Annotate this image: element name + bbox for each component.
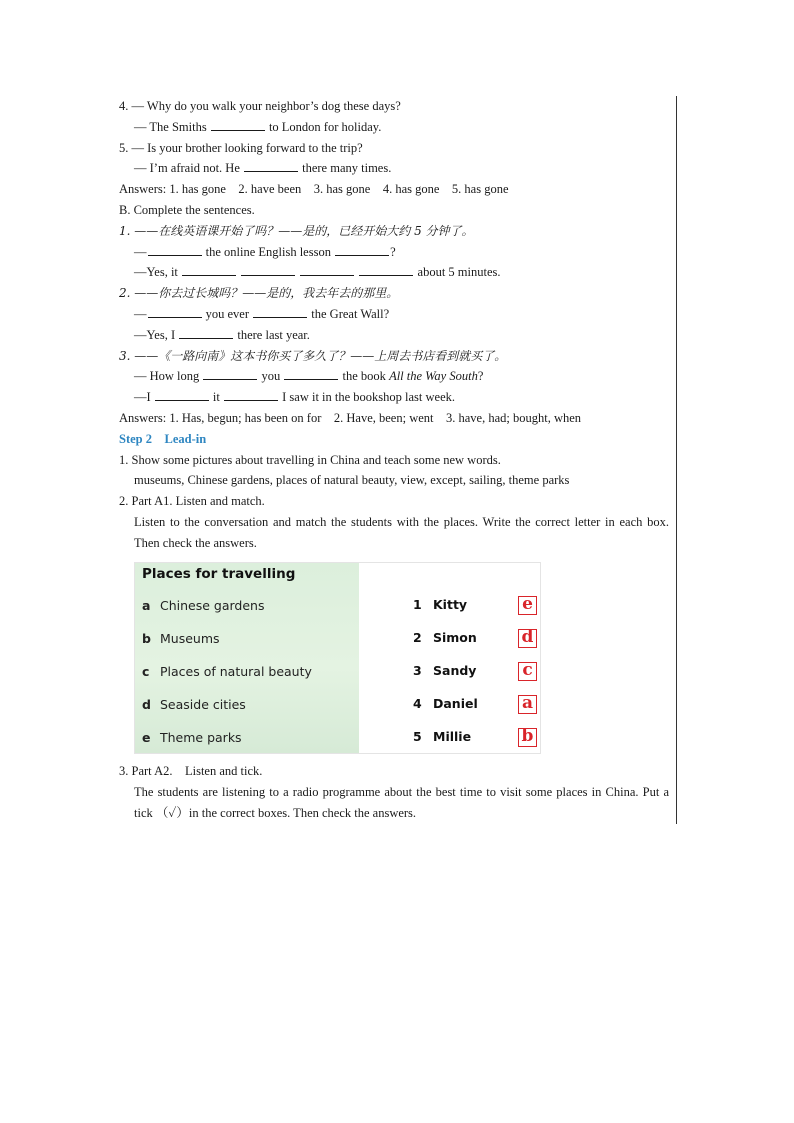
blank[interactable] bbox=[182, 263, 236, 276]
student-item: 3 Sandy bbox=[413, 663, 477, 678]
blank[interactable] bbox=[241, 263, 295, 276]
place-item: b Museums bbox=[142, 631, 220, 646]
blank[interactable] bbox=[155, 388, 209, 401]
sentence-3-line-1: — How long you the book All the Way South? bbox=[134, 369, 484, 384]
figure-title: Places for travelling bbox=[142, 566, 296, 582]
student-item: 2 Simon bbox=[413, 630, 477, 645]
answers-a: Answers: 1. has gone 2. have been 3. has gone 4. has gone 5. has gone bbox=[119, 182, 509, 197]
place-item: a Chinese gardens bbox=[142, 598, 265, 613]
student-item: 5 Millie bbox=[413, 729, 472, 744]
new-words-list: museums, Chinese gardens, places of natural beauty, view, except, sailing, theme parks bbox=[134, 473, 570, 488]
answer-box[interactable]: d bbox=[518, 629, 537, 648]
student-item: 1 Kitty bbox=[413, 597, 468, 612]
places-panel bbox=[135, 563, 359, 753]
blank[interactable] bbox=[148, 243, 202, 256]
blank[interactable] bbox=[179, 326, 233, 339]
sentence-2-chinese: 2. ——你去过长城吗？——是的，我去年去的那里。 bbox=[119, 286, 399, 301]
sentence-3-line-2: —I it I saw it in the bookshop last week. bbox=[134, 390, 456, 405]
worksheet-content bbox=[119, 96, 669, 554]
sentence-1-line-2: —Yes, it about 5 minutes. bbox=[134, 265, 501, 280]
sentence-1-chinese: 1. ——在线英语课开始了吗？——是的，已经开始大约 5 分钟了。 bbox=[119, 223, 474, 238]
question-5: 5. — Is your brother looking forward to the trip? bbox=[119, 140, 363, 155]
blank[interactable] bbox=[335, 243, 389, 256]
lead-in-item-3: 3. Part A2. Listen and tick. bbox=[119, 764, 263, 778]
sentence-2-line-2: —Yes, I there last year. bbox=[134, 327, 310, 342]
part-a1-instructions: Listen to the conversation and match the students with the places. Write the correct letter in each box. Then check the answers. bbox=[134, 514, 669, 550]
blank[interactable] bbox=[300, 263, 354, 276]
answer-box[interactable]: a bbox=[518, 695, 537, 714]
sentence-1-line-1: — the online English lesson ? bbox=[134, 244, 396, 259]
place-item: d Seaside cities bbox=[142, 697, 246, 712]
blank[interactable] bbox=[211, 118, 265, 131]
book-title: All the Way South bbox=[389, 369, 478, 384]
student-item: 4 Daniel bbox=[413, 696, 478, 711]
question-4: 4. — Why do you walk your neighbor’s dog these days? bbox=[119, 99, 401, 113]
section-b-heading: B. Complete the sentences. bbox=[119, 202, 255, 217]
sentence-3-chinese: 3. ——《一路向南》这本书你买了多久了？——上周去书店看到就买了。 bbox=[119, 348, 507, 363]
place-item: e Theme parks bbox=[142, 730, 242, 745]
blank[interactable] bbox=[224, 388, 278, 401]
place-item: c Places of natural beauty bbox=[142, 664, 312, 679]
places-matching-figure bbox=[134, 562, 541, 754]
right-margin-rule bbox=[676, 96, 677, 824]
answer-box[interactable]: e bbox=[518, 596, 537, 615]
sentence-2-line-1: — you ever the Great Wall? bbox=[134, 306, 390, 321]
answers-b: Answers: 1. Has, begun; has been on for 2. Have, been; went 3. have, had; bought, when bbox=[119, 410, 582, 425]
answer-line-4: — The Smiths to London for holiday. bbox=[134, 119, 382, 134]
blank[interactable] bbox=[148, 305, 202, 318]
step-2-heading: Step 2 Lead-in bbox=[119, 431, 207, 446]
blank[interactable] bbox=[284, 367, 338, 380]
blank[interactable] bbox=[359, 263, 413, 276]
part-a2-instructions: The students are listening to a radio programme about the best time to visit some places in China. Put a tick （✓）in the correct boxes. Then check the answers. bbox=[134, 784, 669, 820]
blank[interactable] bbox=[253, 305, 307, 318]
blank[interactable] bbox=[203, 367, 257, 380]
part-a2-section bbox=[119, 761, 669, 823]
lead-in-item-1: 1. Show some pictures about travelling in China and teach some new words. bbox=[119, 452, 501, 467]
lead-in-item-2: 2. Part A1. Listen and match. bbox=[119, 494, 265, 509]
blank[interactable] bbox=[244, 159, 298, 172]
answer-line-5: — I’m afraid not. He there many times. bbox=[134, 161, 392, 176]
answer-box[interactable]: b bbox=[518, 728, 537, 747]
answer-box[interactable]: c bbox=[518, 662, 537, 681]
